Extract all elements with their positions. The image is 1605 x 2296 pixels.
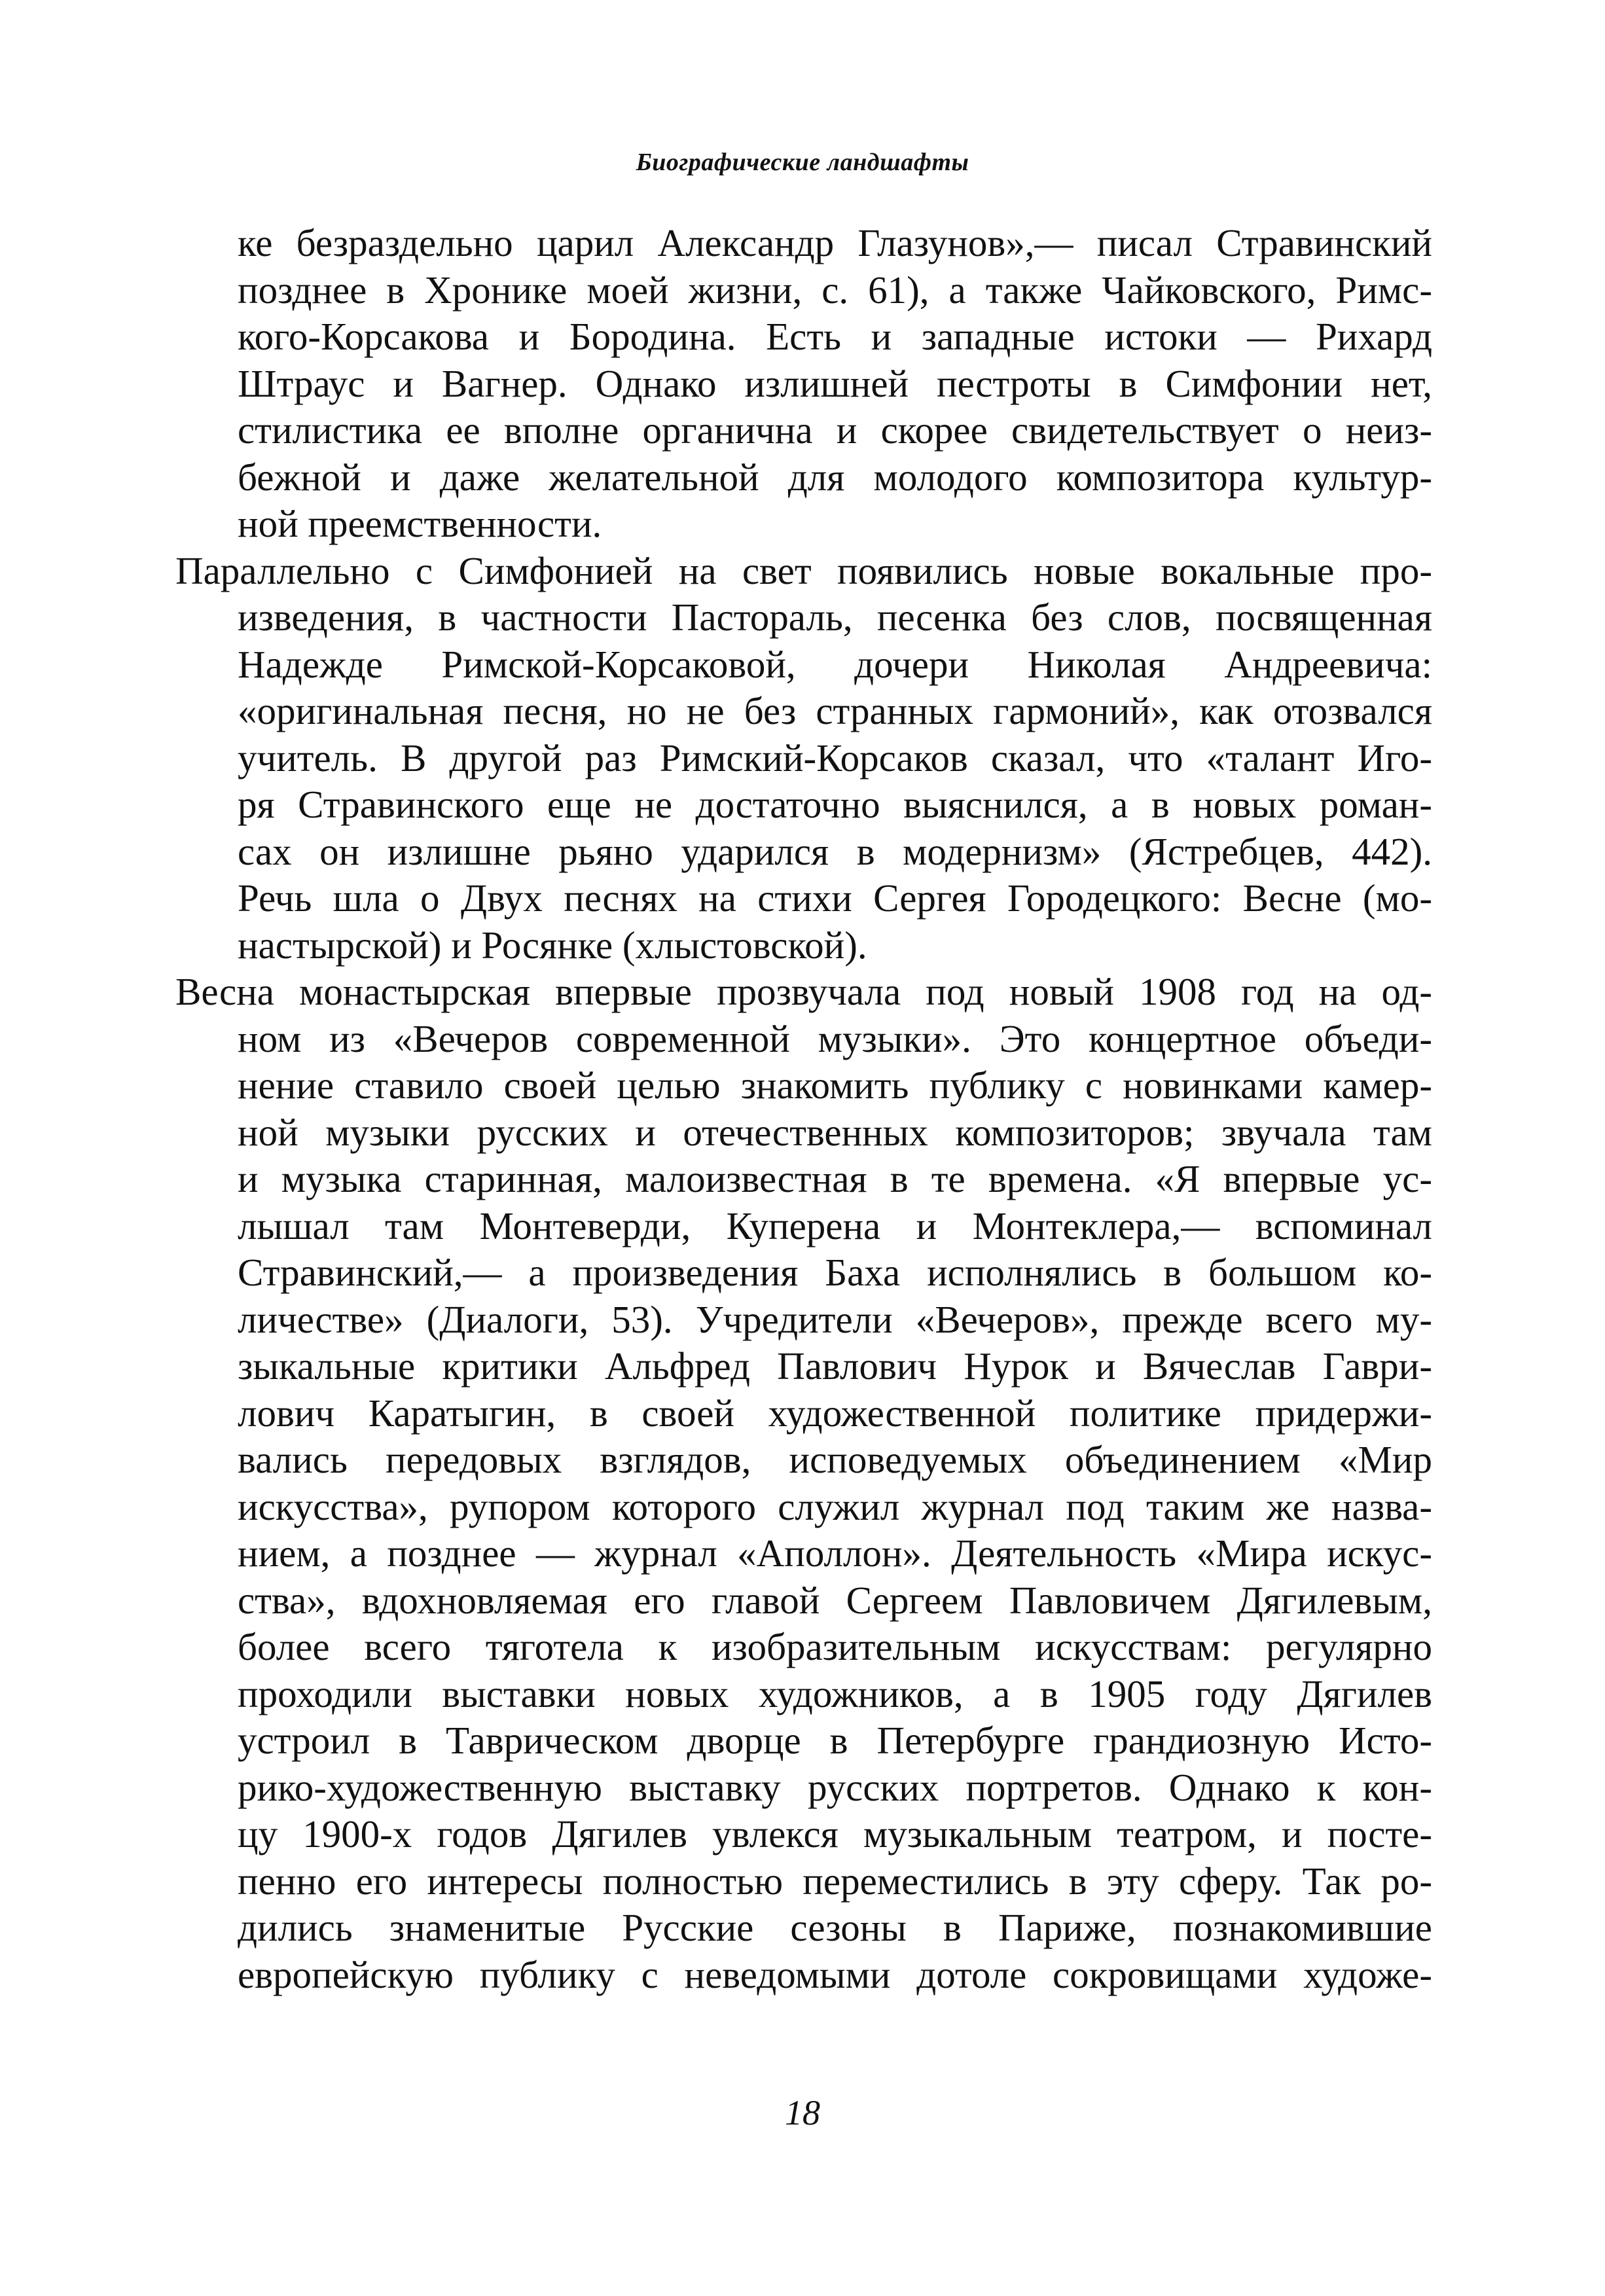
text-line: рико-художественную выставку русских портретов. Однако к кон- [238, 1765, 1432, 1809]
text-line: вались передовых взглядов, исповедуемых объединением «Мир [238, 1438, 1432, 1481]
body-text [175, 220, 1432, 1998]
text-line: европейскую публику с неведомыми дотоле сокровищами художе- [238, 1952, 1432, 1996]
text-line: позднее в Хронике моей жизни, с. 61), а также Чайковского, Римс- [238, 268, 1432, 312]
text-line: кого-Корсакова и Бородина. Есть и западные истоки — Рихард [238, 315, 1432, 358]
text-line: устроил в Таврическом дворце в Петербурге грандиозную Исто- [238, 1719, 1432, 1762]
text-line: стилистика ее вполне органична и скорее свидетельствует о неиз- [238, 408, 1432, 452]
text-line: зыкальные критики Альфред Павлович Нурок и Вячеслав Гаври- [238, 1344, 1432, 1388]
text-line: и музыка старинная, малоизвестная в те времена. «Я впервые ус- [238, 1157, 1432, 1200]
text-line: учитель. В другой раз Римский-Корсаков сказал, что «талант Иго- [238, 736, 1432, 780]
text-line: лышал там Монтеверди, Куперена и Монтеклера,— вспоминал [238, 1204, 1432, 1247]
text-line: ной музыки русских и отечественных композиторов; звучала там [238, 1110, 1432, 1154]
text-line: Стравинский,— а произведения Баха исполнялись в большом ко- [238, 1251, 1432, 1294]
text-line: искусства», рупором которого служил журнал под таким же назва- [238, 1484, 1432, 1528]
text-line: более всего тяготела к изобразительным искусствам: регулярно [238, 1625, 1432, 1668]
text-line: Речь шла о Двух песнях на стихи Сергея Городецкого: Весне (мо- [238, 876, 1432, 920]
text-line: настырской) и Росянке (хлыстовской). [238, 923, 867, 967]
text-line: ства», вдохновляемая его главой Сергеем Павловичем Дягилевым, [238, 1578, 1432, 1622]
text-line: дились знаменитые Русские сезоны в Париже, познакомившие [238, 1906, 1432, 1949]
text-line: изведения, в частности Пастораль, песенка без слов, посвященная [238, 596, 1432, 639]
text-line: нием, а позднее — журнал «Аполлон». Деятельность «Мира искус- [238, 1532, 1432, 1575]
text-line: Надежде Римской-Корсаковой, дочери Николая Андреевича: [238, 642, 1432, 686]
text-line: Весна монастырская впервые прозвучала под новый 1908 год на од- [175, 970, 1432, 1013]
text-line: «оригинальная песня, но не без странных гармоний», как отозвался [238, 689, 1432, 732]
text-line: проходили выставки новых художников, а в 1905 году Дягилев [238, 1672, 1432, 1715]
running-head: Биографические ландшафты [636, 149, 969, 176]
text-line: цу 1900-х годов Дягилев увлекся музыкальным театром, и посте- [238, 1812, 1432, 1856]
text-line: ке безраздельно царил Александр Глазунов»,— писал Стравинский [238, 221, 1432, 264]
text-line: ной преемственности. [238, 502, 602, 545]
text-line: Параллельно с Симфонией на свет появились новые вокальные про- [175, 548, 1432, 592]
text-line: бежной и даже желательной для молодого композитора культур- [238, 455, 1432, 499]
text-line: пенно его интересы полностью переместились в эту сферу. Так ро- [238, 1859, 1432, 1903]
text-line: нение ставило своей целью знакомить публику с новинками камер- [238, 1064, 1432, 1107]
text-line: сах он излишне рьяно ударился в модернизм» (Ястребцев, 442). [238, 829, 1432, 873]
text-line: лович Каратыгин, в своей художественной политике придержи- [238, 1391, 1432, 1435]
text-line: ря Стравинского еще не достаточно выяснился, а в новых роман- [238, 783, 1432, 826]
text-line: ном из «Вечеров современной музыки». Это концертное объеди- [238, 1016, 1432, 1060]
text-line: личестве» (Диалоги, 53). Учредители «Вечеров», прежде всего му- [238, 1297, 1432, 1341]
text-line: Штраус и Вагнер. Однако излишней пестроты в Симфонии нет, [238, 361, 1432, 405]
page-number: 18 [785, 2093, 820, 2132]
